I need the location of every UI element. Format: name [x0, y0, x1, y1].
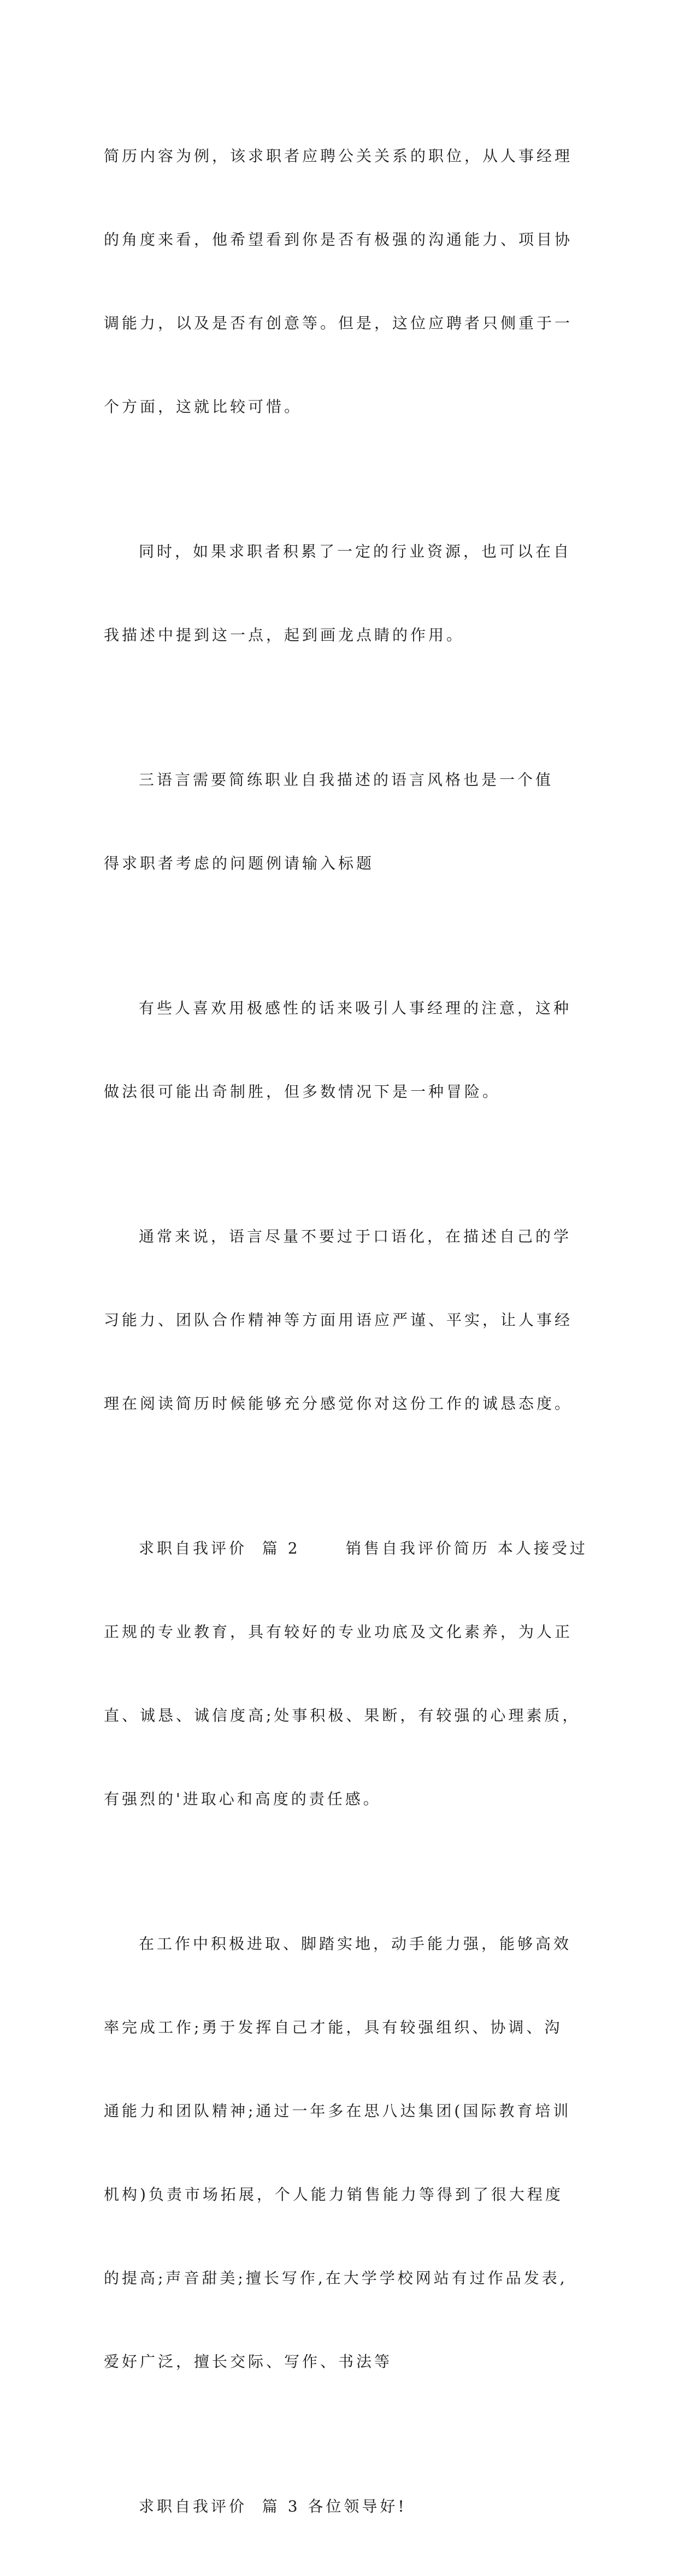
- text-line: 个方面，这就比较可惜。: [104, 398, 303, 416]
- text-line: 求职自我评价 篇 3 各位领导好!: [139, 2497, 407, 2515]
- text-line: 爱好广泛，擅长交际、写作、书法等: [104, 2353, 393, 2371]
- paragraph-7: [104, 1874, 574, 2431]
- text-line: 通常来说，语言尽量不要过于口语化，在描述自己的学: [139, 1227, 572, 1245]
- text-line: 求职自我评价 篇 2 销售自我评价简历 本人接受过: [139, 1539, 588, 1557]
- text-line: 有强烈的'进取心和高度的责任感。: [104, 1790, 381, 1808]
- paragraph-5: [104, 1167, 574, 1473]
- paragraph-1: [104, 86, 574, 476]
- paragraph-4: [104, 938, 574, 1161]
- text-line: 通能力和团队精神;通过一年多在思八达集团(国际教育培训: [104, 2102, 571, 2120]
- text-line: 的提高;声音甜美;擅长写作,在大学学校网站有过作品发表,: [104, 2269, 568, 2287]
- text-line: 调能力，以及是否有创意等。但是，这位应聘者只侧重于一: [104, 314, 573, 332]
- paragraph-3: [104, 710, 574, 933]
- text-line: 直、诚恳、诚信度高;处事积极、果断，有较强的心理素质，: [104, 1706, 581, 1724]
- text-line: 习能力、团队合作精神等方面用语应严谨、平实，让人事经: [104, 1311, 573, 1329]
- text-line: 的角度来看，他希望看到你是否有极强的沟通能力、项目协: [104, 231, 573, 249]
- paragraph-2: [104, 482, 574, 705]
- paragraph-6: [104, 1479, 588, 1869]
- text-line: 理在阅读简历时候能够充分感觉你对这份工作的诚恳态度。: [104, 1395, 573, 1413]
- text-line: 得求职者考虑的问题例请输入标题: [104, 854, 375, 872]
- text-line: 在工作中积极进取、脚踏实地，动手能力强，能够高效: [139, 1935, 572, 1953]
- text-line: 机构)负责市场拓展，个人能力销售能力等得到了很大程度: [104, 2185, 563, 2203]
- text-line: 有些人喜欢用极感性的话来吸引人事经理的注意，这种: [139, 999, 572, 1017]
- document-body: [104, 86, 588, 2576]
- text-line: 我描述中提到这一点，起到画龙点睛的作用。: [104, 626, 465, 644]
- text-line: 简历内容为例，该求职者应聘公关关系的职位，从人事经理: [104, 147, 573, 165]
- paragraph-8: [104, 2437, 574, 2576]
- text-line: 率完成工作;勇于发挥自己才能，具有较强组织、协调、沟: [104, 2018, 563, 2036]
- text-line: 正规的专业教育，具有较好的专业功底及文化素养，为人正: [104, 1623, 573, 1641]
- text-line: 同时，如果求职者积累了一定的行业资源，也可以在自: [139, 542, 572, 560]
- text-line: 三语言需要简练职业自我描述的语言风格也是一个值: [139, 771, 554, 789]
- text-line: 做法很可能出奇制胜，但多数情况下是一种冒险。: [104, 1083, 501, 1101]
